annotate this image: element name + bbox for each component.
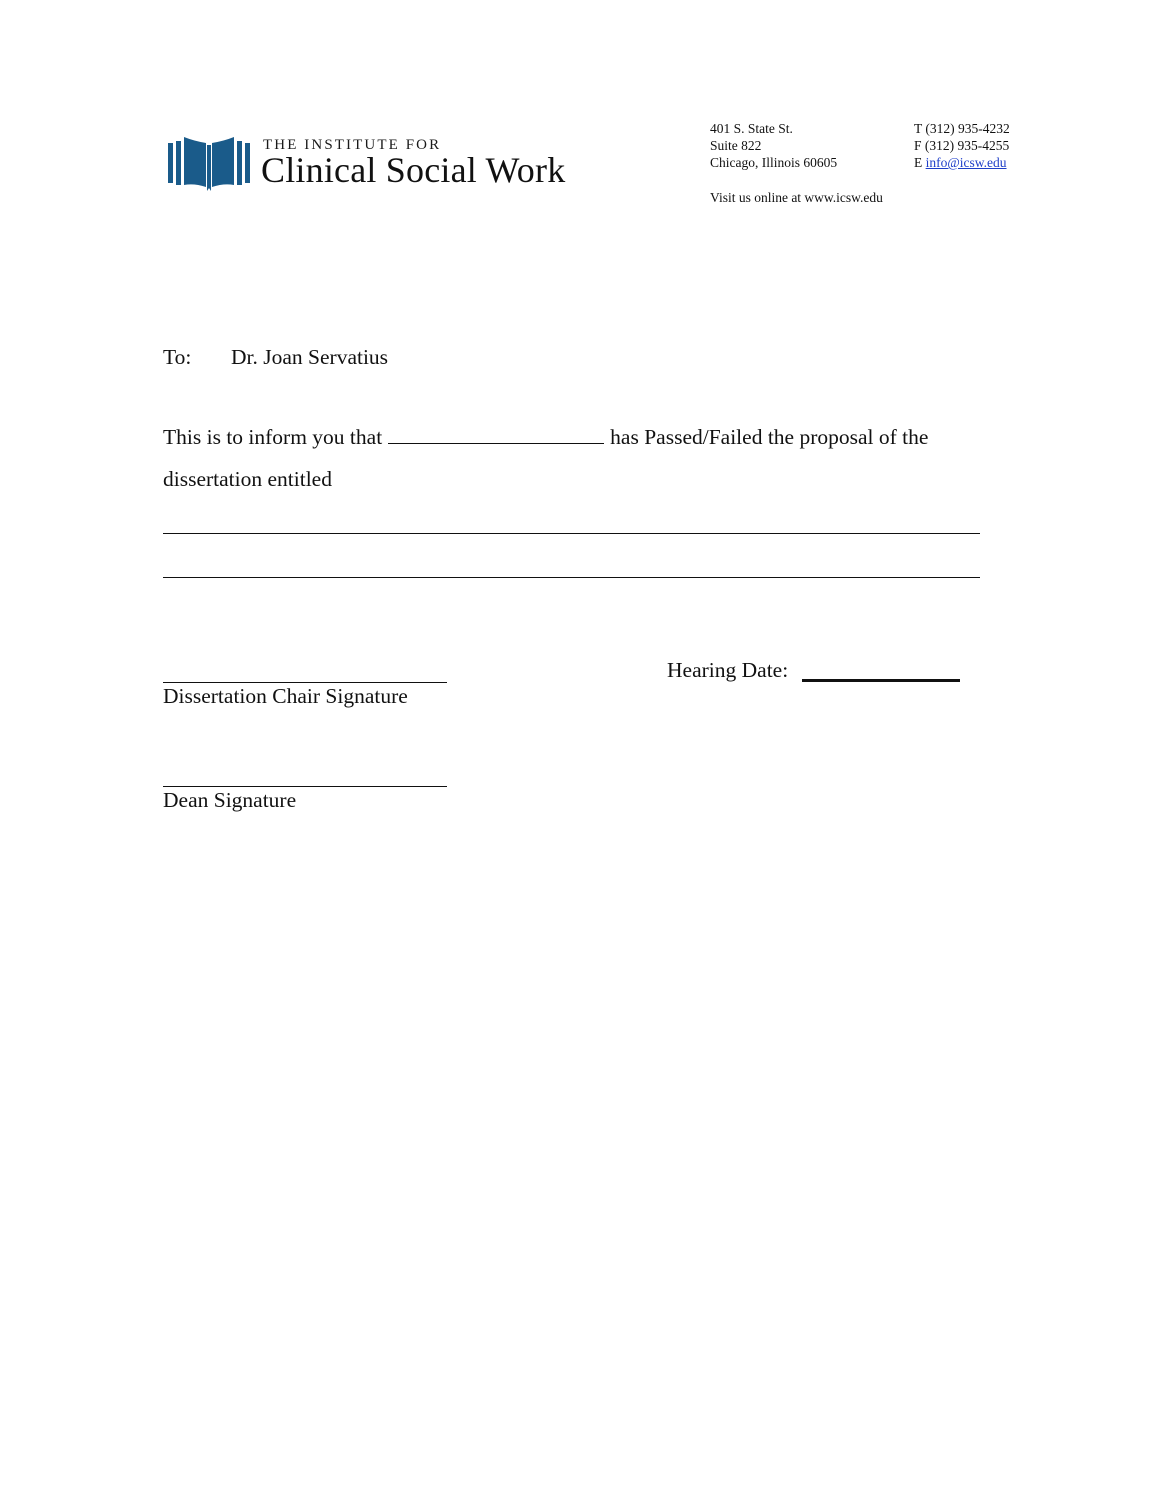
recipient-name: Dr. Joan Servatius bbox=[231, 345, 389, 369]
dissertation-title-line-2[interactable] bbox=[163, 577, 980, 578]
email-link[interactable]: info@icsw.edu bbox=[925, 155, 1007, 170]
email-prefix: E bbox=[914, 155, 923, 170]
open-book-icon bbox=[166, 133, 252, 191]
address-street: 401 S. State St. bbox=[710, 121, 793, 136]
website-line: Visit us online at www.icsw.edu bbox=[710, 190, 883, 205]
dissertation-entitled-text: dissertation entitled bbox=[163, 467, 332, 491]
address-city: Chicago, Illinois 60605 bbox=[710, 155, 838, 170]
inform-prefix: This is to inform you that bbox=[163, 425, 383, 449]
hearing-date-blank[interactable] bbox=[802, 679, 960, 682]
phone-number: T (312) 935-4232 bbox=[914, 121, 1010, 136]
chair-signature-line[interactable] bbox=[163, 682, 447, 683]
fax-number: F (312) 935-4255 bbox=[914, 138, 1010, 153]
inform-sentence bbox=[163, 423, 928, 450]
chair-signature-label: Dissertation Chair Signature bbox=[163, 684, 408, 708]
dean-signature-line[interactable] bbox=[163, 786, 447, 787]
logo-text-institute: THE INSTITUTE FOR bbox=[263, 137, 442, 153]
contact-block bbox=[914, 120, 1010, 171]
inform-suffix: has Passed/Failed the proposal of the bbox=[610, 425, 929, 449]
address-suite: Suite 822 bbox=[710, 138, 762, 153]
to-label: To: bbox=[163, 345, 192, 369]
student-name-blank[interactable] bbox=[388, 423, 604, 444]
address-block bbox=[710, 120, 837, 171]
dissertation-title-line-1[interactable] bbox=[163, 533, 980, 534]
email-row bbox=[914, 154, 1010, 171]
logo-text-name: Clinical Social Work bbox=[261, 150, 566, 190]
dean-signature-label: Dean Signature bbox=[163, 788, 297, 812]
institute-logo bbox=[166, 133, 586, 193]
hearing-date-label: Hearing Date: bbox=[667, 658, 789, 682]
